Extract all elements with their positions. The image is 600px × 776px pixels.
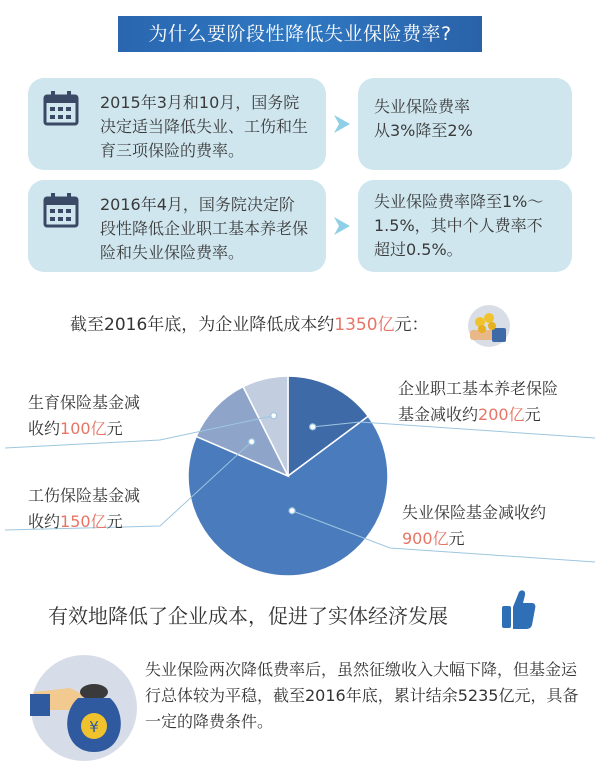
- pie-unit: 元: [106, 419, 123, 438]
- pie-value: 900亿: [402, 529, 449, 548]
- pie-label-line: [402, 526, 546, 552]
- summary-suffix: 元：: [394, 315, 429, 335]
- rate-card-2: [358, 180, 572, 272]
- rate-card-1: [358, 78, 572, 170]
- rate-card-line: 失业保险费率: [374, 97, 471, 116]
- cost-reduction-summary: [70, 310, 470, 335]
- policy-card-text: 2016年4月，国务院决定阶段性降低企业职工基本养老保险和失业保险费率。: [100, 195, 309, 262]
- summary-amount: 1350亿: [334, 315, 395, 335]
- leader-dot-injury: [249, 439, 255, 445]
- pie-value: 200亿: [478, 405, 525, 424]
- leader-dot-pension: [310, 424, 316, 430]
- pie-value: 150亿: [60, 512, 107, 531]
- pie-label-line: 工伤保险基金减: [28, 486, 141, 505]
- pie-unit: 元: [106, 512, 123, 531]
- money-bag-icon: [30, 654, 138, 762]
- calendar-icon: [40, 190, 82, 232]
- pie-label-unemployment: [402, 500, 546, 552]
- rate-card-line: 从3%降至2%: [374, 121, 473, 140]
- pie-label-line: 收约150亿元: [28, 512, 123, 531]
- svg-text:¥: ¥: [89, 718, 99, 736]
- policy-card-text: 2015年3月和10月，国务院决定适当降低失业、工伤和生育三项保险的费率。: [100, 93, 309, 160]
- conclusion-heading: 有效地降低了企业成本，促进了实体经济发展: [48, 604, 448, 628]
- pie-label-line: 收约100亿元: [28, 419, 123, 438]
- thumbs-up-icon: [500, 588, 536, 630]
- pie-label-maternity: [28, 390, 140, 442]
- pie-label-pension: [398, 376, 558, 428]
- pie-unit: 元: [524, 405, 541, 424]
- summary-prefix: 截至2016年底，为企业降低成本约: [70, 315, 335, 335]
- leader-dot-unemployment: [289, 508, 295, 514]
- pie-label-line: 失业保险基金减收约: [402, 503, 547, 522]
- pie-label-injury: [28, 483, 140, 535]
- arrow-right-icon: [332, 113, 352, 135]
- pie-value: 100亿: [60, 419, 107, 438]
- fund-balance-text: 失业保险两次降低费率后，虽然征缴收入大幅下降，但基金运行总体较为平稳，截至2016年底，累计结余5235亿元，具备一定的降费条件。: [145, 660, 579, 731]
- coins-icon: [462, 304, 512, 348]
- leader-dot-maternity: [271, 413, 277, 419]
- pie-unit: 元: [448, 529, 465, 548]
- rate-card-text: 失业保险费率降至1%～1.5%，其中个人费率不超过0.5%。: [374, 192, 544, 259]
- pie-label-line: 生育保险基金减: [28, 393, 141, 412]
- pie-label-line: 企业职工基本养老保险: [398, 379, 559, 398]
- page-title: 为什么要阶段性降低失业保险费率?: [118, 16, 482, 52]
- pie-label-line: 基金减收约200亿元: [398, 405, 541, 424]
- arrow-right-icon: [332, 215, 352, 237]
- calendar-icon: [40, 88, 82, 130]
